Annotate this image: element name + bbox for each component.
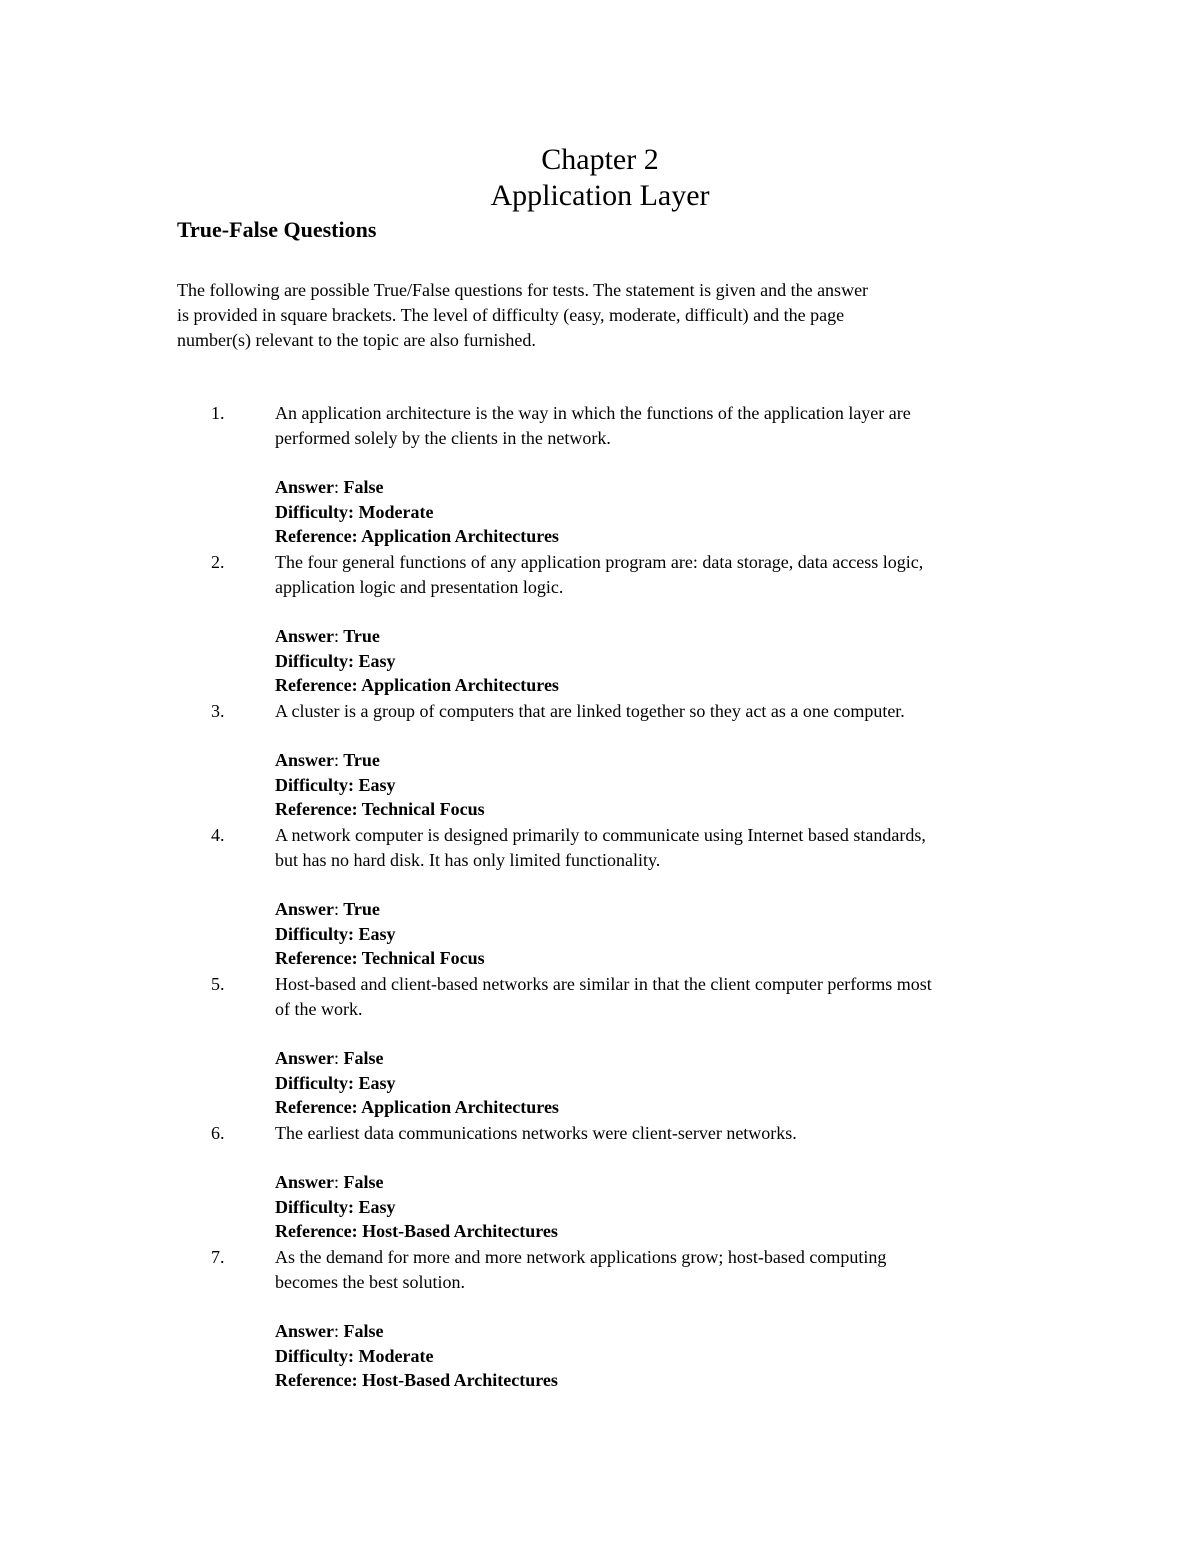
section-heading: True-False Questions	[177, 217, 377, 242]
answer-value: False	[339, 1048, 384, 1068]
question-text-line: As the demand for more and more network applications grow; host-based computing	[275, 1247, 887, 1267]
answer-meta	[275, 748, 485, 822]
intro-line: The following are possible True/False questions for tests. The statement is given and the answer	[177, 280, 869, 300]
answer-row	[275, 1046, 559, 1071]
question-number: 5.	[211, 974, 225, 994]
difficulty-row: Difficulty: Easy	[275, 650, 396, 671]
question-text	[275, 401, 1075, 451]
reference-row: Reference: Technical Focus	[275, 799, 485, 819]
difficulty-row: Difficulty: Moderate	[275, 1345, 434, 1366]
answer-colon: :	[334, 1172, 340, 1192]
reference-row: Reference: Host-Based Architectures	[275, 1221, 558, 1241]
question-text-line: performed solely by the clients in the network.	[275, 428, 611, 448]
difficulty-row: Difficulty: Easy	[275, 1072, 396, 1093]
question-text-line: but has no hard disk. It has only limited functionality.	[275, 850, 661, 870]
reference-row: Reference: Host-Based Architectures	[275, 1370, 558, 1390]
answer-label: Answer	[275, 750, 334, 770]
answer-meta	[275, 1046, 559, 1120]
answer-label: Answer	[275, 477, 334, 497]
question-text-line: An application architecture is the way in which the functions of the application layer are	[275, 403, 911, 423]
answer-row	[275, 748, 485, 773]
question-text	[275, 699, 1075, 724]
reference-row: Reference: Application Architectures	[275, 1097, 559, 1117]
difficulty-row: Difficulty: Easy	[275, 774, 396, 795]
question-number: 2.	[211, 552, 225, 572]
reference-row: Reference: Application Architectures	[275, 526, 559, 546]
answer-row	[275, 1170, 558, 1195]
answer-colon: :	[334, 477, 340, 497]
answer-value: True	[339, 899, 380, 919]
answer-row	[275, 624, 559, 649]
question-text-line: The earliest data communications networks were client-server networks.	[275, 1123, 797, 1143]
answer-label: Answer	[275, 899, 334, 919]
answer-value: True	[339, 750, 380, 770]
answer-row	[275, 1319, 558, 1344]
intro-line: is provided in square brackets. The level of difficulty (easy, moderate, difficult) and the page	[177, 305, 845, 325]
question-text-line: becomes the best solution.	[275, 1272, 465, 1292]
answer-colon: :	[334, 899, 340, 919]
question-text	[275, 1121, 1075, 1146]
question-text	[275, 1245, 1075, 1295]
answer-colon: :	[334, 1048, 340, 1068]
answer-row	[275, 897, 485, 922]
question-text-line: A network computer is designed primarily to communicate using Internet based standards,	[275, 825, 926, 845]
question-text-line: A cluster is a group of computers that are linked together so they act as a one computer.	[275, 701, 905, 721]
answer-row	[275, 475, 559, 500]
answer-value: False	[339, 1172, 384, 1192]
question-text-line: The four general functions of any application program are: data storage, data access logic,	[275, 552, 924, 572]
answer-label: Answer	[275, 626, 334, 646]
answer-colon: :	[334, 1321, 340, 1341]
question-text-line: application logic and presentation logic.	[275, 577, 564, 597]
answer-meta	[275, 1170, 558, 1244]
difficulty-row: Difficulty: Moderate	[275, 501, 434, 522]
chapter-title-block	[0, 142, 1200, 214]
answer-colon: :	[334, 626, 340, 646]
question-number: 7.	[211, 1247, 225, 1267]
difficulty-row: Difficulty: Easy	[275, 923, 396, 944]
reference-row: Reference: Technical Focus	[275, 948, 485, 968]
difficulty-row: Difficulty: Easy	[275, 1196, 396, 1217]
question-text	[275, 550, 1075, 600]
question-text-line: of the work.	[275, 999, 363, 1019]
answer-meta	[275, 475, 559, 549]
question-number: 3.	[211, 701, 225, 721]
question-number: 1.	[211, 403, 225, 423]
question-number: 6.	[211, 1123, 225, 1143]
intro-paragraph	[177, 278, 1037, 353]
answer-label: Answer	[275, 1048, 334, 1068]
reference-row: Reference: Application Architectures	[275, 675, 559, 695]
question-text	[275, 972, 1075, 1022]
question-text-line: Host-based and client-based networks are similar in that the client computer performs most	[275, 974, 932, 994]
question-number: 4.	[211, 825, 225, 845]
answer-value: False	[339, 477, 384, 497]
answer-label: Answer	[275, 1172, 334, 1192]
intro-line: number(s) relevant to the topic are also furnished.	[177, 330, 536, 350]
answer-meta	[275, 1319, 558, 1393]
question-text	[275, 823, 1075, 873]
answer-label: Answer	[275, 1321, 334, 1341]
answer-value: False	[339, 1321, 384, 1341]
answer-value: True	[339, 626, 380, 646]
chapter-subtitle: Application Layer	[490, 179, 710, 212]
answer-meta	[275, 624, 559, 698]
answer-colon: :	[334, 750, 340, 770]
answer-meta	[275, 897, 485, 971]
chapter-title: Chapter 2	[541, 143, 659, 176]
